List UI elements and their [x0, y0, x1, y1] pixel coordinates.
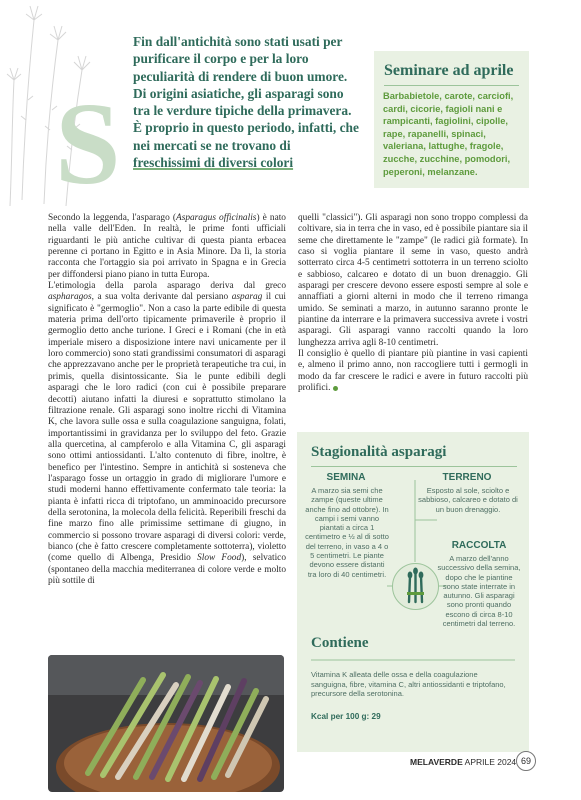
text-run: il cui significato è "germoglio". Non a caso la parte edibile di questa materia prima dell'orto tipicamente primaverile è proprio il germoglio detto anche turione. I Greci e i Romani (che in età imperiale misero a disposizione intere navi unicamente per il loro commercio) sono stati grandissimi consumatori di asparagi che apprezzavano anche per le proprietà terapeutiche tra cui, in primis, quella disintossicante. Sia le punte edibili degli asparagi che le loro radici (con cui è possibile preparare decotti) aiutano infatti la diuresi e soprattutto stimolano la filtrazione renale. Gli asparagi sono inoltre ricchi di Vitamina K, che lavora sulle ossa e sulla coagulazione sanguigna, folati, importantissimi in gravidanza per lo sviluppo del feto. Grazie alla quercetina, al campferolo e alla Vitamina C, gli asparagi sono ottimi antiossidanti. L'alto contenuto di fibre, inoltre, è benefico per l'intestino. Sempre in antichità si sosteneva che l'asparago fosse un ortaggio in grado di migliorare l'umore e studi moderni hanno effettivamente confermato tale teoria: la pianta è infatti ricca di triptofano, un amminoacido precursore della serotonina, la molecola della felicità. Reperibili freschi da fine marzo fino alle primissime settimane di giugno, in commercio si possono trovare asparagi di diversi colori: verde, bianco (che è fatto crescere completamente sottoterra), violetto (come quello di Albenga, Presidio: [48, 292, 287, 564]
article-paragraph: [48, 213, 286, 281]
terreno-text: Esposto al sole, sciolto e sabbioso, calcareo e dotato di un buon drenaggio.: [418, 486, 518, 514]
brand-name: MELAVERDE: [410, 757, 463, 767]
article-paragraph: [48, 281, 286, 587]
article-paragraph: [298, 349, 528, 394]
intro-highlight: freschissimi di diversi colori: [133, 155, 294, 171]
issue-date: APRILE 2024: [464, 757, 517, 767]
text-run: ), selvatico (spontaneo della macchia mediterranea di colore verde e molto più sottile di: [48, 553, 286, 586]
asparagus-icon-circle: [392, 563, 439, 610]
text-run: Secondo la leggenda, l'asparago (: [48, 213, 176, 223]
end-bullet-icon: [333, 386, 338, 391]
semina-text: A marzo sia semi che zampe (queste ultime anche fino ad ottobre). In campi i semi vanno piantati a circa 1 centimetro e ½ al di sotto del terreno, in vaso a 4 o 5 centimetri. Le piante devono essere distanti tra loro di 40 centimetri.: [305, 486, 389, 579]
intro-lead: [133, 33, 361, 171]
intro-text: Fin dall'antichità sono stati usati per purificare il corpo e per la loro peculiarità di rendere di buon umore. Di origini asiatiche, gli asparagi sono tra le verdure tipiche della primavera. È proprio in questo periodo, infatti, che nei mercati se ne trovano di: [133, 34, 359, 153]
seminare-title: Seminare ad aprile: [384, 62, 514, 79]
contiene-title: Contiene: [311, 635, 369, 651]
italic-run: Slow Food: [197, 553, 242, 564]
contiene-divider: [311, 658, 515, 662]
italic-run: aspharagos: [48, 292, 92, 303]
seminare-divider: [384, 85, 519, 86]
drop-cap-letter: S: [55, 78, 121, 209]
seminare-box: [374, 51, 529, 188]
kcal-info: Kcal per 100 g: 29: [311, 712, 381, 721]
contiene-text: Vitamina K alleata delle ossa e della coagulazione sanguigna, fibre, vitamina C, altri antiossidanti e triptofano, precursore della serotonina.: [311, 670, 506, 699]
italic-run: Asparagus officinalis: [175, 213, 257, 223]
page-number: 69: [516, 751, 536, 771]
article-paragraph: quelli "classici"). Gli asparagi non sono troppo complessi da coltivare, sia in terra che in vaso, ed è possibile piantare sia il seme che direttamente le "zampe" (le radici già formate). In caso si voglia piantare il seme in vaso, questo andrà sotterrato circa 4-5 centimetri sottoterra in un terreno sciolto e sabbioso, calcareo e dotato di un buon drenaggio. Gli asparagi per crescere devono essere esposti sempre al sole e annaffiati a giorni alterni in modo che il terreno rimanga umido. Se seminati a marzo, in autunno saranno pronte le piantine da interrare e la primavera successiva avrete i vostri asparagi. Gli asparagi vanno raccolti quando la loro lunghezza arriva agli 8-10 centimetri.: [298, 213, 528, 348]
footer-credit: [410, 757, 516, 767]
raccolta-text: A marzo dell'anno successivo della semina, dopo che le piantine sono state interrate in autunno. Gli asparagi sono pronti quando escono di circa 8-10 centimetri dal terreno.: [437, 554, 521, 629]
article-column-2: [298, 213, 528, 395]
text-run: ) è nato nella valle dell'Eden. In realtà, le prime fonti ufficiali riguardanti le più antiche cultivar di questa pianta erbacea perenne ci portano in Egitto e in Asia Minore. Da lì, la storia racconta che l'ortaggio sia poi arrivato in Spagna e in Grecia per diffondersi piano piano in tutta Europa.: [48, 213, 286, 280]
text-run: Il consiglio è quello di piantare più piantine in vasi capienti e, almeno il primo anno, non raccogliere tutti i germogli in modo da far crescere le radici e avere in futuro raccolti più prolifici.: [298, 349, 528, 394]
semina-title: SEMINA: [326, 472, 366, 483]
article-column-1: [48, 213, 286, 587]
terreno-title: TERRENO: [442, 472, 492, 483]
italic-run: asparag: [231, 292, 263, 303]
asparagus-photo: [48, 655, 284, 792]
seminare-text: Barbabietole, carote, carciofi, cardi, cicorie, fagioli nani e rampicanti, fagiolini, cipolle, rape, rapanelli, spinaci, valeriana, lattughe, fragole, zucche, zucchine, pomodori, peperoni, melanzane.: [383, 91, 514, 177]
asparagus-icon: [393, 564, 438, 609]
text-run: , a sua volta derivante dal persiano: [91, 292, 232, 303]
text-run: L'etimologia della parola asparago deriva dal greco: [48, 281, 286, 292]
stagionalita-title: Stagionalità asparagi: [311, 444, 447, 460]
raccolta-title: RACCOLTA: [451, 540, 507, 551]
